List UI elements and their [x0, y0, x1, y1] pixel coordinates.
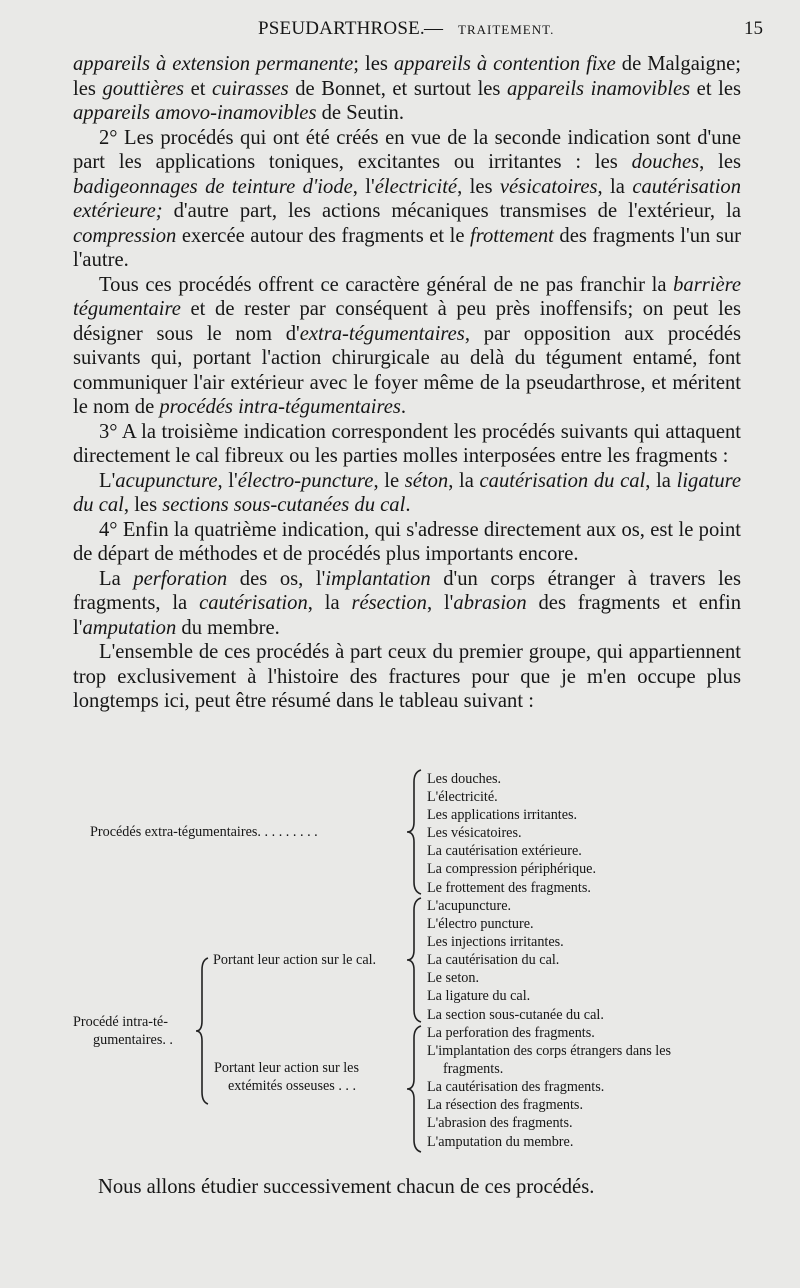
- bone-label-line-1: Portant leur action sur les: [214, 1060, 359, 1076]
- list-item: L'implantation des corps étrangers dans les: [427, 1043, 672, 1060]
- cal-label: Portant leur action sur le cal.: [213, 952, 377, 968]
- list-item: Les douches.: [427, 771, 502, 787]
- list-item: Les injections irritantes.: [427, 934, 564, 951]
- list-item: La cautérisation du cal.: [427, 952, 560, 969]
- list-item: Les vésicatoires.: [427, 825, 522, 842]
- header-subtitle: TRAITEMENT.: [458, 22, 555, 37]
- brace-extra: [404, 768, 426, 896]
- list-item: La ligature du cal.: [427, 988, 531, 1005]
- intra-label-line-1: Procédé intra-té-: [73, 1014, 168, 1030]
- list-item: La résection des fragments.: [427, 1097, 584, 1114]
- cal-items-list: [427, 897, 604, 1024]
- list-item: L'électricité.: [427, 789, 498, 806]
- list-item: L'électro puncture.: [427, 916, 534, 933]
- intra-label-line-2: gumentaires. .: [93, 1032, 173, 1048]
- header-dash: —: [424, 18, 443, 39]
- list-item: L'amputation du membre.: [427, 1133, 574, 1150]
- list-item: La perforation des fragments.: [427, 1025, 595, 1041]
- paragraph-2: 2° Les procédés qui ont été créés en vue de la seconde indication sont d'une part les applications toniques, excitantes ou irritantes : les douches, les badigeonnages de teinture d'iode, l'électricité, les vésicatoires, la cautérisation extérieure; d'autre part, les actions mécaniques transmises de l'extérieur, la compression exercée autour des fragments et le frottement des fragments l'un sur l'autre.: [73, 126, 742, 271]
- list-item: L'abrasion des fragments.: [427, 1115, 573, 1132]
- list-item: Le frottement des fragments.: [427, 879, 591, 896]
- brace-bone-items: [404, 1024, 426, 1154]
- brace-cal-items: [404, 896, 426, 1024]
- conclusion-line: Nous allons étudier successivement chacun de ces procédés.: [98, 1176, 595, 1198]
- list-item: fragments.: [443, 1061, 504, 1078]
- paragraph-1: appareils à extension permanente; les appareils à contention fixe de Malgaigne; les gouttières et cuirasses de Bonnet, et surtout les appareils inamovibles et les appareils amovo-inamovibles de Seutin.: [73, 53, 742, 124]
- paragraph-4: 3° A la troisième indication correspondent les procédés suivants qui attaquent directement le cal fibreux ou les parties molles interposées entre les fragments :: [73, 420, 741, 467]
- list-item: Le seton.: [427, 970, 480, 987]
- body-text: [73, 52, 741, 714]
- classification-table: [0, 766, 800, 1166]
- list-item: L'acupuncture.: [427, 898, 512, 914]
- brace-intra: [193, 956, 213, 1106]
- paragraph-3: Tous ces procédés offrent ce caractère général de ne pas franchir la barrière tégumentaire et de rester par conséquent à peu près inoffensifs; on peut les désigner sous le nom d'extra-tégumentaires, par opposition aux procédés suivants qui, portant l'action chirurgicale au delà du tégument entamé, font communiquer l'air extérieur avec le foyer même de la pseudarthrose, et méritent le nom de procédés intra-tégumentaires.: [73, 273, 742, 418]
- paragraph-8: L'ensemble de ces procédés à part ceux du premier groupe, qui appartiennent trop exclusivement à l'histoire des fractures pour que je m'en occupe plus longtemps ici, peut être résumé dans le tableau suivant :: [73, 641, 741, 712]
- paragraph-7: La perforation des os, l'implantation d'un corps étranger à travers les fragments, la cautérisation, la résection, l'abrasion des fragments et enfin l'amputation du membre.: [73, 567, 742, 639]
- header-title: PSEUDARTHROSE.: [258, 18, 425, 39]
- list-item: La cautérisation extérieure.: [427, 843, 582, 860]
- page-number: 15: [744, 18, 763, 39]
- extra-label: Procédés extra-tégumentaires. . . . . . . . .: [90, 824, 318, 840]
- list-item: La compression périphérique.: [427, 861, 597, 878]
- bone-label-line-2: extémités osseuses . . .: [228, 1078, 357, 1094]
- running-header: [0, 14, 800, 44]
- paragraph-5: L'acupuncture, l'électro-puncture, le séton, la cautérisation du cal, la ligature du cal, les sections sous-cutanées du cal.: [73, 469, 742, 516]
- extra-items-list: [427, 770, 596, 897]
- paragraph-6: 4° Enfin la quatrième indication, qui s'adresse directement aux os, est le point de départ de méthodes et de procédés plus importants encore.: [73, 518, 741, 565]
- bone-items-list: [427, 1024, 671, 1151]
- list-item: La cautérisation des fragments.: [427, 1079, 605, 1096]
- list-item: Les applications irritantes.: [427, 807, 578, 824]
- list-item: La section sous-cutanée du cal.: [427, 1006, 604, 1023]
